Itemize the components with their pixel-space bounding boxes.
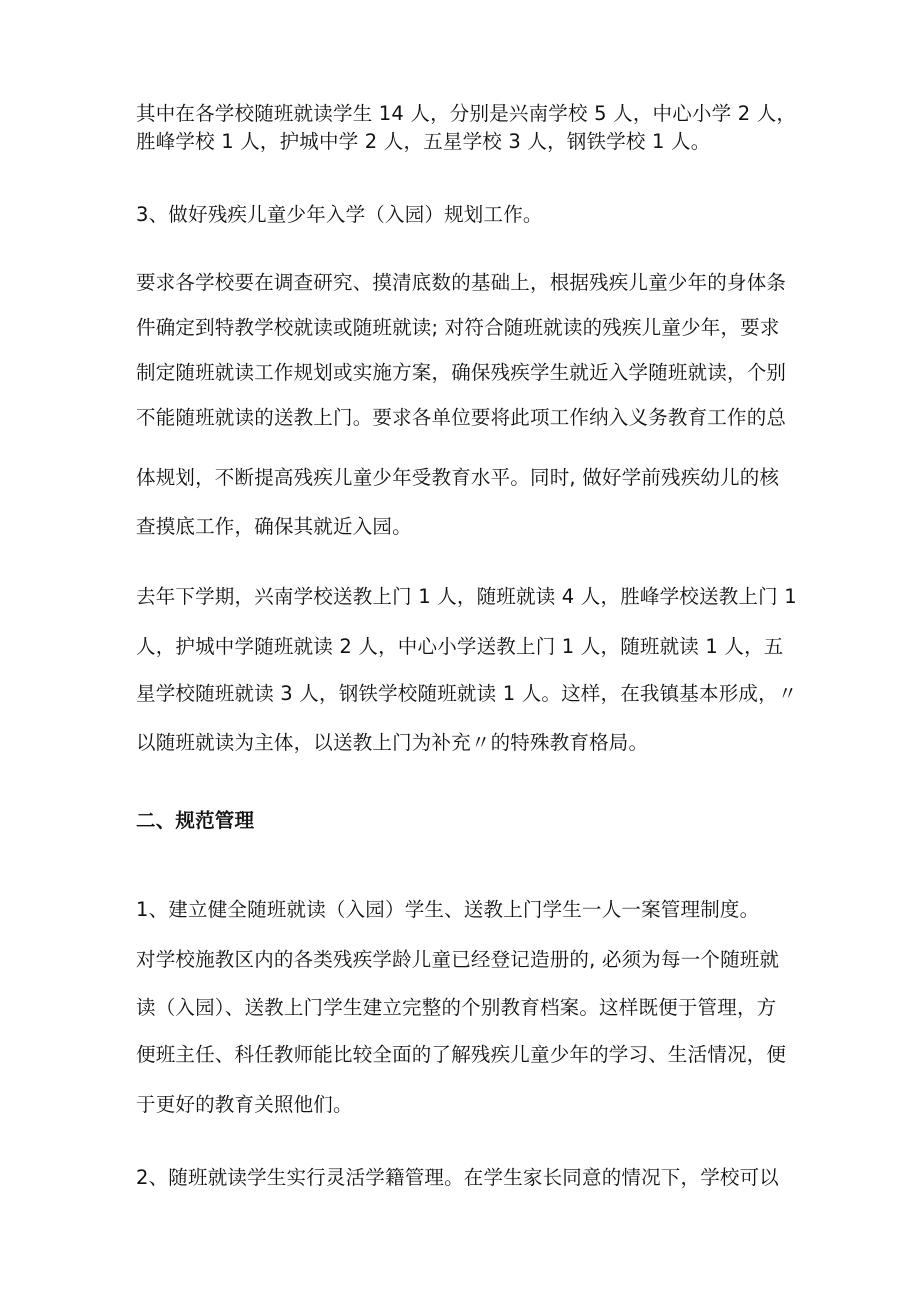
paragraph-4-line-3: 便班主任、科任教师能比较全面的了解残疾儿童少年的学习、生活情况，便 bbox=[136, 1043, 787, 1066]
paragraph-2-line-1: 要求各学校要在调查研究、摸清底数的基础上，根据残疾儿童少年的身体条 bbox=[136, 271, 787, 294]
section-2-heading: 二、规范管理 bbox=[136, 809, 255, 832]
paragraph-1-line-1: 其中在各学校随班就读学生 14 人，分别是兴南学校 5 人，中心小学 2 人， bbox=[136, 102, 797, 125]
paragraph-2-line-2: 件确定到特教学校就读或随班就读; 对符合随班就读的残疾儿童少年，要求 bbox=[136, 316, 780, 339]
paragraph-1-line-2: 胜峰学校 1 人，护城中学 2 人，五星学校 3 人，钢铁学校 1 人。 bbox=[136, 130, 711, 153]
paragraph-4-line-1: 对学校施教区内的各类残疾学龄儿童已经登记造册的, 必须为每一个随班就 bbox=[136, 948, 780, 971]
paragraph-2-line-3: 制定随班就读工作规划或实施方案，确保残疾学生就近入学随班就读，个别 bbox=[136, 361, 787, 384]
paragraph-2-line-6: 查摸底工作，确保其就近入园。 bbox=[136, 515, 412, 538]
paragraph-3-line-3: 星学校随班就读 3 人，钢铁学校随班就读 1 人。这样，在我镇基本形成，〃 bbox=[136, 682, 798, 705]
paragraph-4-line-4: 于更好的教育关照他们。 bbox=[136, 1093, 353, 1116]
paragraph-2-line-5: 体规划，不断提高残疾儿童少年受教育水平。同时, 做好学前残疾幼儿的核 bbox=[136, 466, 780, 489]
paragraph-2-line-4: 不能随班就读的送教上门。要求各单位要将此项工作纳入义务教育工作的总 bbox=[136, 406, 787, 429]
item-2-line: 2、随班就读学生实行灵活学籍管理。在学生家长同意的情况下，学校可以 bbox=[136, 1166, 780, 1189]
paragraph-3-line-1: 去年下学期，兴南学校送教上门 1 人，随班就读 4 人，胜峰学校送教上门 1 bbox=[136, 585, 797, 608]
item-1-title: 1、建立健全随班就读（入园）学生、送教上门学生一人一案管理制度。 bbox=[136, 898, 760, 921]
paragraph-4-line-2: 读（入园）、送教上门学生建立完整的个别教育档案。这样既便于管理，方 bbox=[136, 996, 777, 1019]
paragraph-3-line-2: 人，护城中学随班就读 2 人，中心小学送教上门 1 人，随班就读 1 人，五 bbox=[136, 635, 784, 658]
item-3-title: 3、做好残疾儿童少年入学（入园）规划工作。 bbox=[136, 203, 543, 226]
paragraph-3-line-4: 以随班就读为主体，以送教上门为补充〃的特殊教育格局。 bbox=[136, 731, 649, 754]
